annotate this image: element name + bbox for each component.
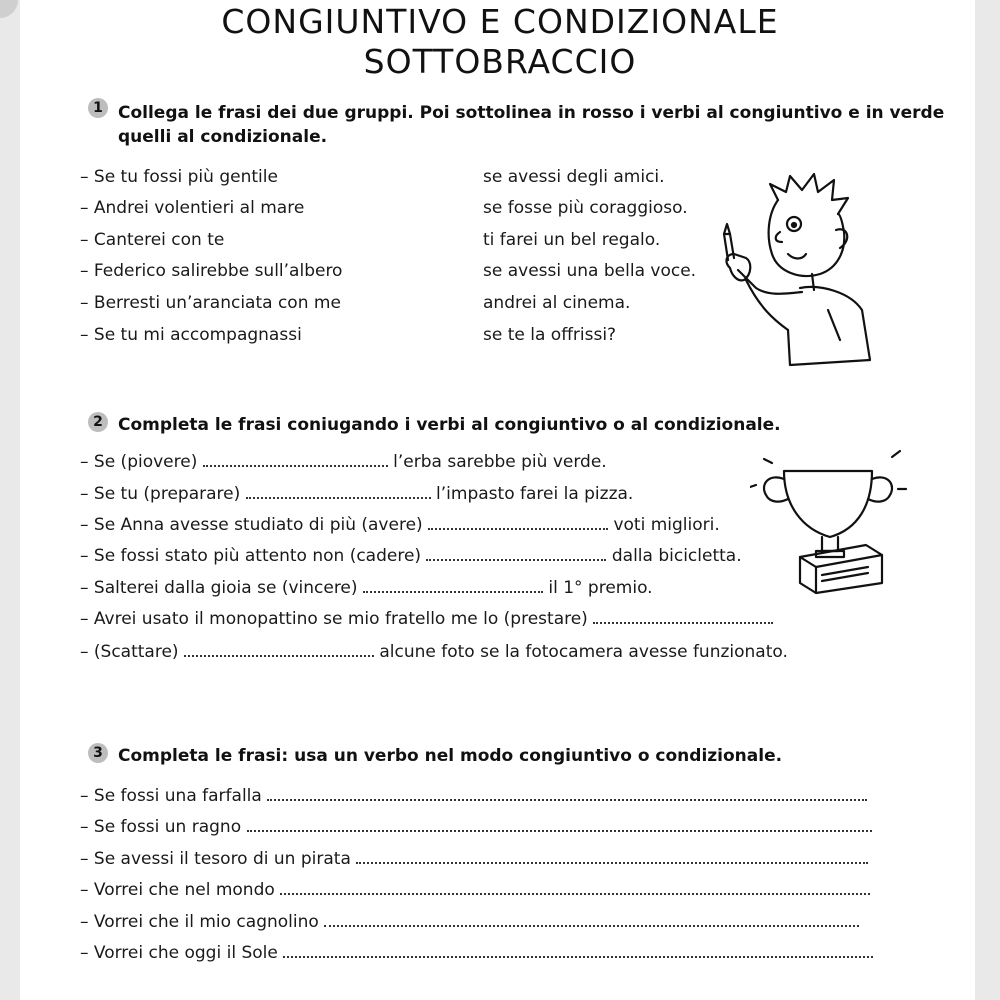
exercise1-instruction: Collega le frasi dei due gruppi. Poi sottolinea in rosso i verbi al congiuntivo e in verde: [118, 103, 945, 123]
trophy-illustration: [750, 445, 910, 595]
ex2-after: dalla bicicletta.: [611, 546, 742, 566]
ex3-sentence: [80, 880, 870, 900]
ex3-sentence: [80, 849, 868, 869]
ex2-sentence: [80, 452, 607, 472]
exercise3-instruction: Completa le frasi: usa un verbo nel modo congiuntivo o condizionale.: [118, 746, 783, 766]
ex1-right-item: se te la offrissi?: [483, 325, 617, 345]
answer-blank[interactable]: [324, 913, 859, 927]
ex3-sentence: [80, 943, 873, 963]
answer-blank[interactable]: [363, 579, 543, 593]
answer-blank[interactable]: [426, 547, 606, 561]
ex3-prompt: – Vorrei che oggi il Sole: [80, 943, 278, 963]
ex2-before: – Salterei dalla gioia se (vincere): [80, 578, 358, 598]
ex2-sentence: [80, 546, 742, 566]
ex3-prompt: – Se avessi il tesoro di un pirata: [80, 849, 351, 869]
ex1-left-item: – Federico salirebbe sull’albero: [80, 261, 343, 281]
ex2-before: – Se fossi stato più attento non (cadere): [80, 546, 422, 566]
ex2-before: – Avrei usato il monopattino se mio fratello me lo (prestare): [80, 609, 588, 629]
ex2-sentence: [80, 578, 653, 598]
ex2-sentence: [80, 515, 720, 535]
exercise2-instruction: Completa le frasi coniugando i verbi al congiuntivo o al condizionale.: [118, 415, 781, 435]
ex2-after: alcune foto se la fotocamera avesse funzionato.: [379, 642, 788, 662]
ex2-before: – Se (piovere): [80, 452, 198, 472]
answer-blank[interactable]: [283, 944, 873, 958]
exercise3-number-badge: 3: [88, 743, 108, 763]
answer-blank[interactable]: [593, 610, 773, 624]
ex1-right-item: se avessi una bella voce.: [483, 261, 697, 281]
ex2-after: l’erba sarebbe più verde.: [393, 452, 607, 472]
ex2-before: – Se tu (preparare): [80, 484, 241, 504]
exercise1-instruction-cont: quelli al condizionale.: [118, 127, 328, 147]
answer-blank[interactable]: [280, 881, 870, 895]
answer-blank[interactable]: [247, 818, 872, 832]
ex2-before: – Se Anna avesse studiato di più (avere): [80, 515, 423, 535]
ex1-right-item: se avessi degli amici.: [483, 167, 665, 187]
ex2-after: voti migliori.: [613, 515, 720, 535]
ex2-after: il 1° premio.: [548, 578, 653, 598]
ex2-sentence: [80, 642, 788, 662]
answer-blank[interactable]: [184, 643, 374, 657]
answer-blank[interactable]: [246, 485, 431, 499]
ex1-left-item: – Canterei con te: [80, 230, 225, 250]
ex3-prompt: – Vorrei che il mio cagnolino: [80, 912, 319, 932]
ex1-left-item: – Berresti un’aranciata con me: [80, 293, 341, 313]
exercise1-number-badge: 1: [88, 98, 108, 118]
answer-blank[interactable]: [267, 787, 867, 801]
ex1-left-item: – Se tu mi accompagnassi: [80, 325, 302, 345]
ex1-left-item: – Andrei volentieri al mare: [80, 198, 305, 218]
ex2-before: – (Scattare): [80, 642, 179, 662]
right-margin: [975, 0, 1000, 1000]
ex3-prompt: – Se fossi un ragno: [80, 817, 242, 837]
ex2-sentence: [80, 484, 633, 504]
ex2-after: l’impasto farei la pizza.: [436, 484, 634, 504]
page-title-line2: SOTTOBRACCIO: [363, 42, 637, 81]
ex1-left-item: – Se tu fossi più gentile: [80, 167, 278, 187]
answer-blank[interactable]: [428, 516, 608, 530]
ex3-sentence: [80, 817, 872, 837]
ex3-prompt: – Se fossi una farfalla: [80, 786, 262, 806]
page-title-line1: CONGIUNTIVO E CONDIZIONALE: [221, 2, 779, 41]
answer-blank[interactable]: [356, 850, 868, 864]
ex1-right-item: ti farei un bel regalo.: [483, 230, 661, 250]
answer-blank[interactable]: [203, 453, 388, 467]
ex3-sentence: [80, 912, 859, 932]
boy-illustration: [710, 170, 880, 370]
ex1-right-item: se fosse più coraggioso.: [483, 198, 688, 218]
ex3-sentence: [80, 786, 867, 806]
exercise2-number-badge: 2: [88, 412, 108, 432]
ex1-right-item: andrei al cinema.: [483, 293, 631, 313]
ex2-sentence: [80, 609, 773, 629]
ex3-prompt: – Vorrei che nel mondo: [80, 880, 275, 900]
left-margin: [0, 0, 20, 1000]
